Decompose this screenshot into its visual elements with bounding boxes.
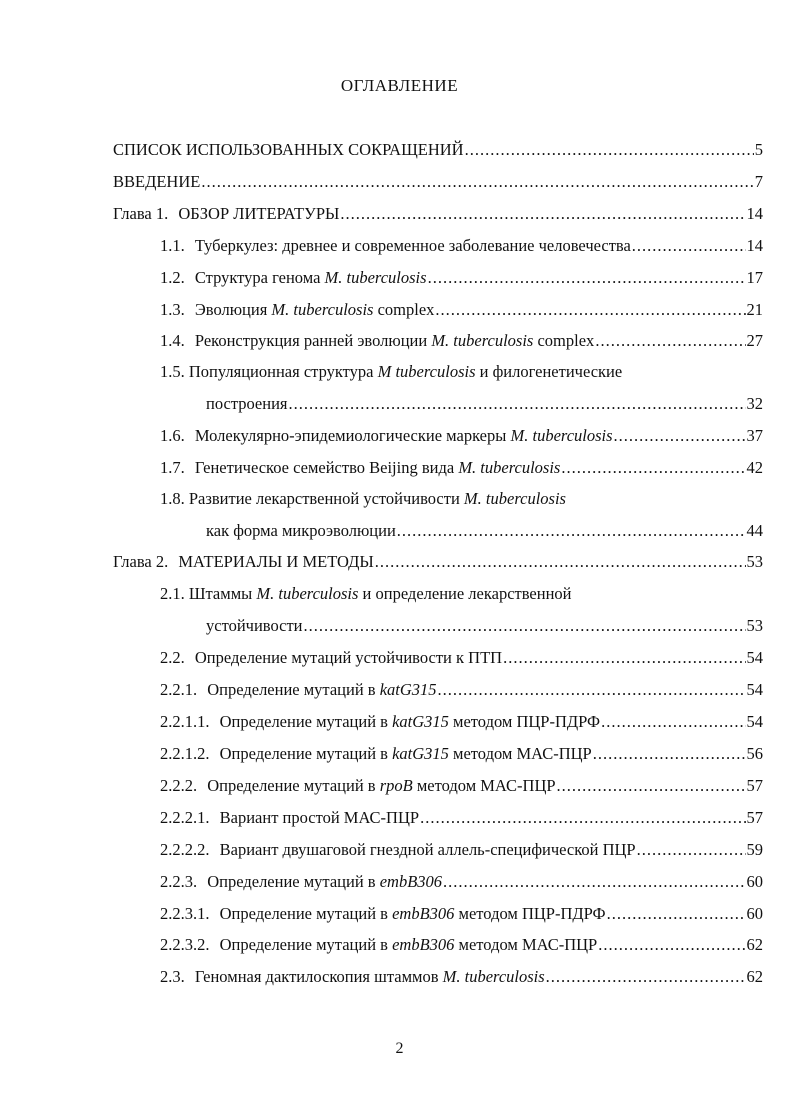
entry-title — [160, 236, 631, 256]
entry-title-italic: M. tuberculosis — [458, 458, 561, 477]
dot-leader — [289, 394, 746, 414]
dot-leader — [637, 840, 746, 860]
entry-number: 2.2. — [160, 648, 185, 667]
entry-page-number: 21 — [746, 300, 763, 319]
entry-title-text: Молекулярно-эпидемиологические маркеры — [194, 426, 511, 445]
entry-title — [160, 680, 437, 700]
entry-title — [160, 776, 556, 796]
entry-page-number: 60 — [746, 904, 763, 923]
entry-title-italic: M. tuberculosis — [256, 584, 359, 603]
toc-entry-s2_2_2[interactable] — [160, 776, 763, 796]
toc-entry-ch2[interactable] — [113, 552, 763, 572]
entry-page-number: 59 — [746, 840, 763, 859]
toc-entry-s2_2_1[interactable] — [160, 680, 763, 700]
entry-page-number: 57 — [746, 776, 763, 795]
toc-entry-s1_5[interactable] — [160, 362, 622, 382]
entry-title-text: Эволюция — [194, 300, 272, 319]
toc-entry-continuation[interactable] — [206, 521, 763, 541]
toc-entry-continuation[interactable] — [206, 394, 763, 414]
entry-title-text: и определение лекарственной — [358, 584, 572, 603]
entry-title — [160, 872, 442, 892]
dot-leader — [546, 967, 746, 987]
entry-title-text: методом МАС-ПЦР — [448, 744, 592, 763]
toc-entry-s2_1[interactable] — [160, 584, 572, 604]
entry-title — [160, 426, 613, 446]
toc-entry-s1_7[interactable] — [160, 458, 763, 478]
entry-number: 2.2.3. — [160, 872, 198, 891]
entry-title-italic: rpoB — [379, 776, 413, 795]
entry-title-text: Геномная дактилоскопия штаммов — [194, 967, 443, 986]
toc-entry-s1_1[interactable] — [160, 236, 763, 256]
entry-page-number: 60 — [746, 872, 763, 891]
entry-title-text: Определение мутаций в — [219, 712, 393, 731]
entry-number: 2.2.2.2. — [160, 840, 210, 859]
entry-title-text: Штаммы — [188, 584, 257, 603]
dot-leader — [614, 426, 746, 446]
dot-leader — [465, 140, 754, 160]
entry-title — [160, 458, 560, 478]
entry-page-number: 17 — [746, 268, 763, 287]
entry-page-number: 14 — [746, 204, 763, 223]
entry-title-italic: M. tuberculosis — [463, 489, 566, 508]
entry-title — [113, 140, 464, 160]
entry-title — [160, 967, 545, 987]
entry-title-italic: katG315 — [379, 680, 437, 699]
entry-number: 2.2.2.1. — [160, 808, 210, 827]
dot-leader — [561, 458, 745, 478]
entry-number: 2.2.3.2. — [160, 935, 210, 954]
entry-title-text: Определение мутаций в — [219, 935, 393, 954]
entry-page-number: 54 — [746, 680, 763, 699]
entry-page-number: 53 — [746, 552, 763, 571]
dot-leader — [557, 776, 746, 796]
entry-title — [160, 268, 427, 288]
entry-number: 1.8. — [160, 489, 185, 508]
entry-title-text: устойчивости — [206, 616, 303, 635]
entry-title-text: Определение мутаций в — [207, 872, 380, 891]
dot-leader — [420, 808, 745, 828]
entry-page-number: 54 — [746, 712, 763, 731]
toc-entry-s1_8[interactable] — [160, 489, 566, 509]
entry-page-number: 57 — [746, 808, 763, 827]
entry-title-text: Определение мутаций устойчивости к ПТП — [194, 648, 503, 667]
entry-page-number: 37 — [746, 426, 763, 445]
entry-number: 2.2.3.1. — [160, 904, 210, 923]
entry-title-text: и филогенетические — [475, 362, 623, 381]
entry-title-text: complex — [373, 300, 435, 319]
entry-title — [160, 331, 594, 351]
entry-title — [113, 552, 374, 572]
toc-entry-ch1[interactable] — [113, 204, 763, 224]
toc-entry-s1_3[interactable] — [160, 300, 763, 320]
dot-leader — [503, 648, 745, 668]
toc-entry-s1_4[interactable] — [160, 331, 763, 351]
entry-title-text: complex — [533, 331, 595, 350]
entry-title-italic: katG315 — [392, 712, 449, 731]
entry-title-italic: katG315 — [392, 744, 449, 763]
entry-title — [160, 904, 606, 924]
page-number: 2 — [395, 1040, 404, 1057]
entry-title-text: построения — [206, 394, 288, 413]
entry-page-number: 32 — [746, 394, 763, 413]
dot-leader — [607, 904, 746, 924]
entry-number: 2.3. — [160, 967, 185, 986]
entry-number: Глава 2. — [113, 552, 169, 571]
entry-title-text: Определение мутаций в — [219, 744, 393, 763]
entry-title-text: ОБЗОР ЛИТЕРАТУРЫ — [178, 204, 340, 223]
entry-title — [206, 521, 396, 541]
entry-number: 2.1. — [160, 584, 185, 603]
toc-entry-s2_2_1_1[interactable] — [160, 712, 763, 732]
entry-title — [113, 204, 339, 224]
entry-title — [160, 300, 434, 320]
dot-leader — [593, 744, 746, 764]
entry-page-number: 53 — [746, 616, 763, 635]
entry-title — [113, 172, 200, 192]
entry-title-italic: M. tuberculosis — [510, 426, 613, 445]
toc-entry-s1_6[interactable] — [160, 426, 763, 446]
toc-entry-s2_2_2_1[interactable] — [160, 808, 763, 828]
dot-leader — [340, 204, 745, 224]
dot-leader — [303, 616, 745, 636]
toc-entry-s2_2_3_2[interactable] — [160, 935, 763, 955]
dot-leader — [598, 935, 745, 955]
entry-number: 2.2.2. — [160, 776, 198, 795]
entry-page-number: 7 — [754, 172, 763, 191]
entry-title-text: Определение мутаций в — [219, 904, 393, 923]
entry-number: Глава 1. — [113, 204, 169, 223]
entry-title — [160, 840, 636, 860]
toc-entry-s2_2[interactable] — [160, 648, 763, 668]
entry-page-number: 5 — [754, 140, 763, 159]
entry-title-text: Реконструкция ранней эволюции — [194, 331, 432, 350]
entry-title-text: методом МАС-ПЦР — [412, 776, 556, 795]
entry-title-text: Развитие лекарственной устойчивости — [188, 489, 464, 508]
entry-title-italic: M. tuberculosis — [271, 300, 374, 319]
entry-number: 2.2.1.1. — [160, 712, 210, 731]
entry-title — [160, 808, 419, 828]
entry-title — [160, 935, 597, 955]
entry-number: 2.2.1. — [160, 680, 198, 699]
entry-page-number: 62 — [746, 967, 763, 986]
entry-title-italic: M tuberculosis — [377, 362, 476, 381]
entry-title-text: МАТЕРИАЛЫ И МЕТОДЫ — [178, 552, 374, 571]
entry-page-number: 42 — [746, 458, 763, 477]
entry-title-text: методом ПЦР-ПДРФ — [454, 904, 606, 923]
dot-leader — [595, 331, 745, 351]
toc-entry-s2_2_3[interactable] — [160, 872, 763, 892]
entry-number: 1.5. — [160, 362, 185, 381]
dot-leader — [438, 680, 746, 700]
entry-number: 2.2.1.2. — [160, 744, 210, 763]
entry-title-text: методом ПЦР-ПДРФ — [448, 712, 601, 731]
entry-title-italic: embB306 — [392, 904, 455, 923]
entry-title-text: ВВЕДЕНИЕ — [113, 172, 201, 191]
dot-leader — [201, 172, 753, 192]
dot-leader — [375, 552, 746, 572]
entry-page-number: 62 — [746, 935, 763, 954]
entry-title-text: Структура генома — [194, 268, 325, 287]
toc-entry-intro[interactable] — [113, 172, 763, 192]
entry-title — [160, 712, 600, 732]
entry-page-number: 54 — [746, 648, 763, 667]
dot-leader — [428, 268, 746, 288]
dot-leader — [443, 872, 745, 892]
entry-title-text: Определение мутаций в — [207, 680, 380, 699]
entry-title-text: СПИСОК ИСПОЛЬЗОВАННЫХ СОКРАЩЕНИЙ — [113, 140, 464, 159]
entry-title-text: Вариант простой МАС-ПЦР — [219, 808, 420, 827]
entry-page-number: 14 — [746, 236, 763, 255]
entry-page-number: 56 — [746, 744, 763, 763]
entry-number: 1.3. — [160, 300, 185, 319]
entry-title-text: Генетическое семейство Beijing вида — [194, 458, 459, 477]
entry-title-text: как форма микроэволюции — [206, 521, 396, 540]
entry-title-italic: embB306 — [392, 935, 455, 954]
entry-title-text: Вариант двушаговой гнездной аллель-специфической ПЦР — [219, 840, 636, 859]
entry-title-italic: M. tuberculosis — [324, 268, 427, 287]
entry-title — [160, 648, 502, 668]
dot-leader — [601, 712, 745, 732]
entry-title-text: Туберкулез: древнее и современное заболевание человечества — [194, 236, 631, 255]
entry-title-italic: M. tuberculosis — [442, 967, 545, 986]
page-title: ОГЛАВЛЕНИЕ — [340, 76, 459, 95]
entry-title-text: методом МАС-ПЦР — [454, 935, 598, 954]
dot-leader — [632, 236, 746, 256]
entry-title — [206, 394, 288, 414]
toc-entry-continuation[interactable] — [206, 616, 763, 636]
entry-title — [160, 744, 592, 764]
toc-entry-s2_3[interactable] — [160, 967, 763, 987]
entry-number: 1.4. — [160, 331, 185, 350]
entry-title-text: Определение мутаций в — [207, 776, 380, 795]
entry-title-italic: embB306 — [379, 872, 443, 891]
toc-entry-s2_2_2_2[interactable] — [160, 840, 763, 860]
entry-number: 1.7. — [160, 458, 185, 477]
entry-number: 1.2. — [160, 268, 185, 287]
toc-entry-s1_2[interactable] — [160, 268, 763, 288]
entry-number: 1.6. — [160, 426, 185, 445]
entry-page-number: 44 — [746, 521, 763, 540]
toc-entry-s2_2_3_1[interactable] — [160, 904, 763, 924]
toc-entry-abbr[interactable] — [113, 140, 763, 160]
dot-leader — [397, 521, 746, 541]
entry-page-number: 27 — [746, 331, 763, 350]
entry-title-italic: M. tuberculosis — [431, 331, 534, 350]
entry-title — [206, 616, 302, 636]
entry-number: 1.1. — [160, 236, 185, 255]
toc-entry-s2_2_1_2[interactable] — [160, 744, 763, 764]
entry-title-text: Популяционная структура — [188, 362, 378, 381]
dot-leader — [435, 300, 745, 320]
